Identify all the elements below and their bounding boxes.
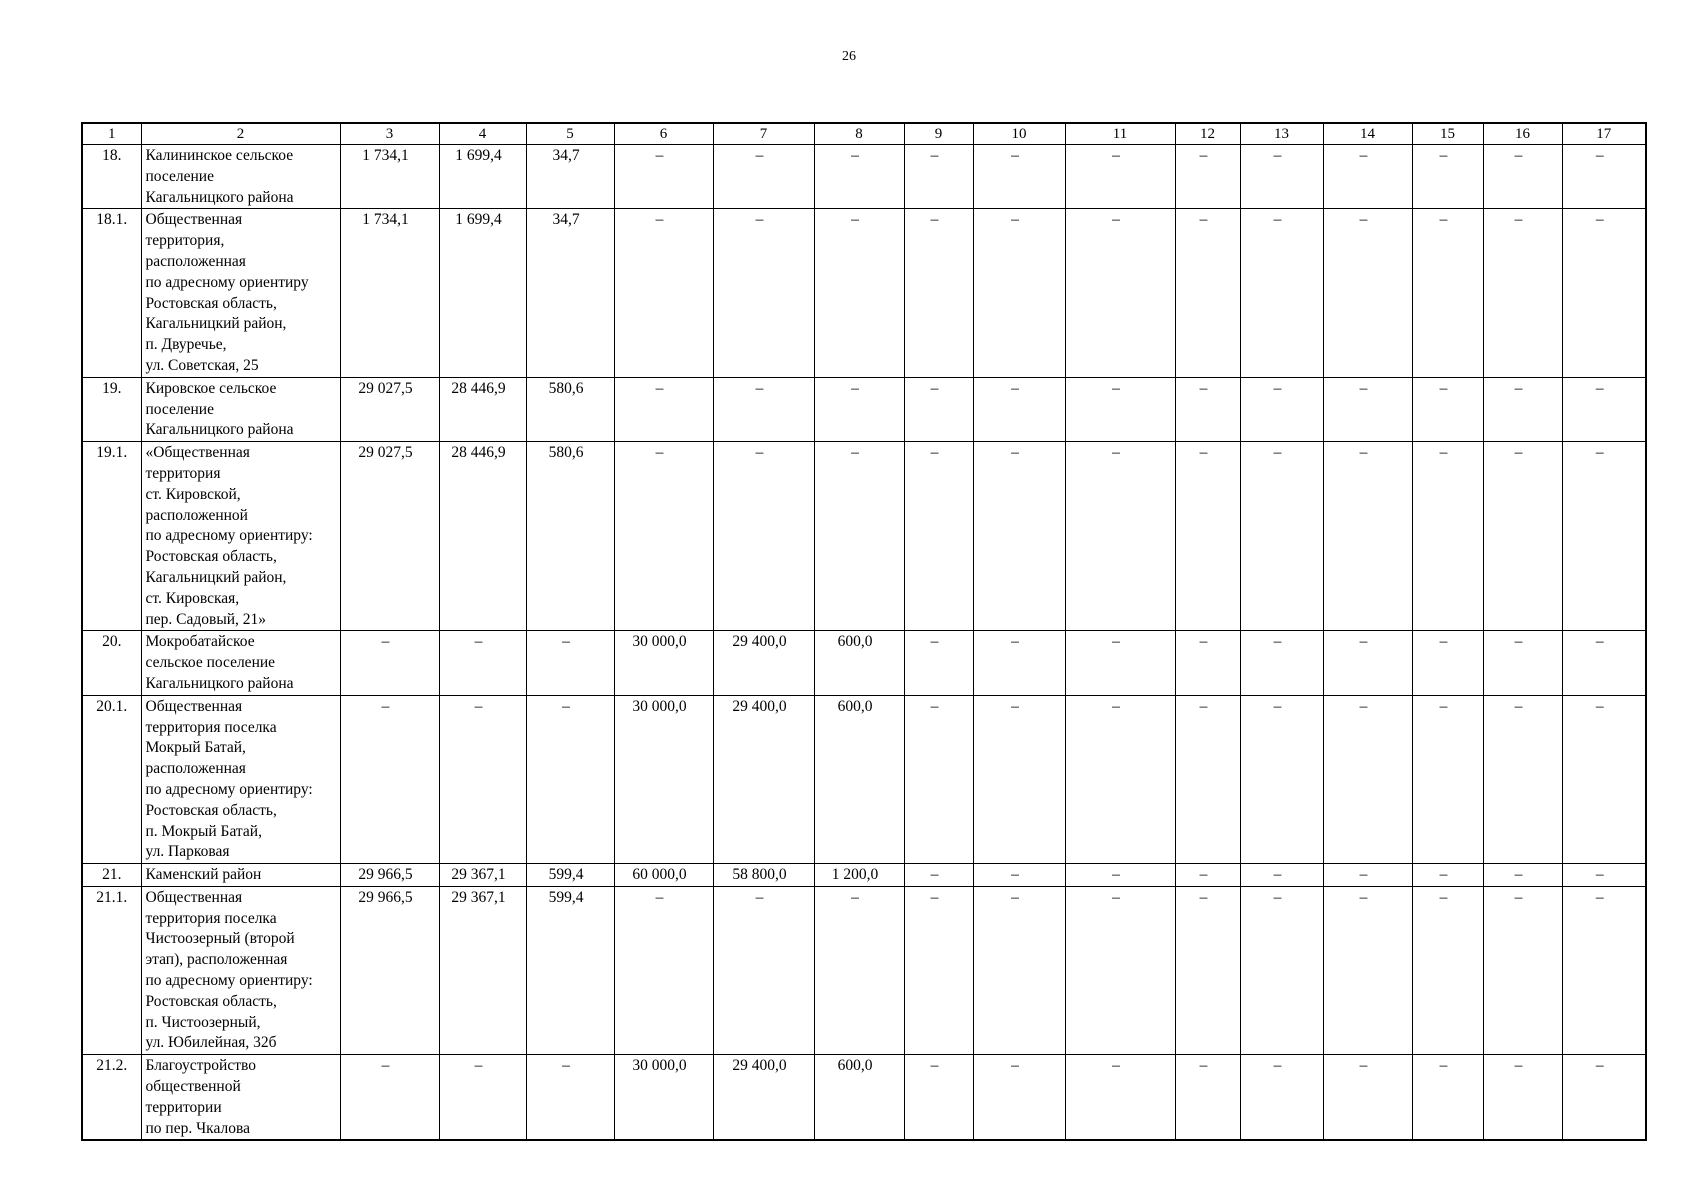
value-cell-col-8: 600,0 [814,695,904,863]
value-cell-col-6: 30 000,0 [614,631,713,695]
row-number: 19.1. [82,442,141,631]
value-cell-col-14: – [1323,886,1412,1054]
value-cell-col-3: – [340,695,439,863]
header-row [82,123,1646,145]
value-cell-col-9: – [904,145,973,209]
value-cell-col-17: – [1562,442,1646,631]
value-cell-col-17: – [1562,864,1646,887]
column-header-7: 7 [713,123,814,145]
value-cell-col-9: – [904,695,973,863]
value-cell-col-5: – [526,1055,614,1141]
value-cell-col-11: – [1065,695,1175,863]
value-cell-col-15: – [1412,442,1483,631]
value-cell-col-16: – [1483,864,1562,887]
value-cell-col-10: – [973,377,1065,441]
value-cell-col-7: 58 800,0 [713,864,814,887]
value-cell-col-6: – [614,209,713,377]
value-cell-col-4: – [439,695,526,863]
value-cell-col-16: – [1483,695,1562,863]
value-cell-col-4: – [439,1055,526,1141]
value-cell-col-9: – [904,864,973,887]
value-cell-col-15: – [1412,1055,1483,1141]
value-cell-col-5: 599,4 [526,886,614,1054]
value-cell-col-17: – [1562,377,1646,441]
column-header-4: 4 [439,123,526,145]
row-name: Каменский район [141,864,340,887]
value-cell-col-5: 34,7 [526,209,614,377]
value-cell-col-14: – [1323,145,1412,209]
value-cell-col-8: 1 200,0 [814,864,904,887]
value-cell-col-9: – [904,886,973,1054]
value-cell-col-15: – [1412,886,1483,1054]
value-cell-col-16: – [1483,1055,1562,1141]
value-cell-col-7: 29 400,0 [713,695,814,863]
value-cell-col-3: 1 734,1 [340,145,439,209]
row-number: 20.1. [82,695,141,863]
value-cell-col-17: – [1562,1055,1646,1141]
value-cell-col-16: – [1483,209,1562,377]
value-cell-col-13: – [1240,145,1323,209]
value-cell-col-12: – [1175,209,1240,377]
value-cell-col-10: – [973,1055,1065,1141]
row-name: Общественная территория поселка Мокрый Батай, расположенная по адресному ориентиру: Ростовская область, п. Мокрый Батай, ул. Парковая [141,695,340,863]
column-header-3: 3 [340,123,439,145]
value-cell-col-5: – [526,695,614,863]
value-cell-col-15: – [1412,864,1483,887]
row-name: Мокробатайское сельское поселение Кагальницкого района [141,631,340,695]
value-cell-col-12: – [1175,377,1240,441]
column-header-5: 5 [526,123,614,145]
value-cell-col-4: 1 699,4 [439,145,526,209]
value-cell-col-3: – [340,1055,439,1141]
value-cell-col-16: – [1483,377,1562,441]
value-cell-col-4: 29 367,1 [439,886,526,1054]
value-cell-col-5: 580,6 [526,442,614,631]
value-cell-col-10: – [973,695,1065,863]
column-header-9: 9 [904,123,973,145]
value-cell-col-7: – [713,145,814,209]
table-header [82,123,1646,145]
column-header-11: 11 [1065,123,1175,145]
column-header-14: 14 [1323,123,1412,145]
value-cell-col-6: – [614,442,713,631]
value-cell-col-3: – [340,631,439,695]
value-cell-col-12: – [1175,145,1240,209]
table-row [82,631,1646,695]
value-cell-col-4: 1 699,4 [439,209,526,377]
value-cell-col-4: – [439,631,526,695]
value-cell-col-12: – [1175,631,1240,695]
row-name: Благоустройство общественной территории по пер. Чкалова [141,1055,340,1141]
row-number: 18. [82,145,141,209]
value-cell-col-11: – [1065,209,1175,377]
value-cell-col-11: – [1065,864,1175,887]
value-cell-col-6: – [614,886,713,1054]
value-cell-col-15: – [1412,209,1483,377]
row-name: Общественная территория поселка Чистоозерный (второй этап), расположенная по адресному ориентиру: Ростовская область, п. Чистоозерный, ул. Юбилейная, 32б [141,886,340,1054]
value-cell-col-15: – [1412,377,1483,441]
value-cell-col-9: – [904,631,973,695]
value-cell-col-9: – [904,1055,973,1141]
value-cell-col-11: – [1065,631,1175,695]
table-row [82,377,1646,441]
value-cell-col-16: – [1483,145,1562,209]
value-cell-col-8: – [814,886,904,1054]
column-header-1: 1 [82,123,141,145]
value-cell-col-7: 29 400,0 [713,631,814,695]
budget-table [81,122,1647,1141]
value-cell-col-11: – [1065,442,1175,631]
value-cell-col-10: – [973,886,1065,1054]
table-row [82,886,1646,1054]
value-cell-col-5: 580,6 [526,377,614,441]
value-cell-col-11: – [1065,145,1175,209]
value-cell-col-3: 1 734,1 [340,209,439,377]
value-cell-col-7: – [713,377,814,441]
value-cell-col-8: 600,0 [814,1055,904,1141]
table-row [82,695,1646,863]
column-header-10: 10 [973,123,1065,145]
value-cell-col-16: – [1483,631,1562,695]
table-row [82,145,1646,209]
value-cell-col-10: – [973,631,1065,695]
value-cell-col-13: – [1240,886,1323,1054]
value-cell-col-6: – [614,145,713,209]
table-body [82,145,1646,1141]
value-cell-col-6: 60 000,0 [614,864,713,887]
table-row [82,442,1646,631]
value-cell-col-7: – [713,886,814,1054]
value-cell-col-6: – [614,377,713,441]
value-cell-col-14: – [1323,1055,1412,1141]
column-header-13: 13 [1240,123,1323,145]
value-cell-col-9: – [904,209,973,377]
value-cell-col-11: – [1065,1055,1175,1141]
value-cell-col-8: – [814,377,904,441]
value-cell-col-14: – [1323,209,1412,377]
value-cell-col-6: 30 000,0 [614,1055,713,1141]
page-number: 26 [842,49,856,64]
value-cell-col-14: – [1323,864,1412,887]
value-cell-col-4: 29 367,1 [439,864,526,887]
value-cell-col-8: – [814,209,904,377]
value-cell-col-16: – [1483,442,1562,631]
column-header-16: 16 [1483,123,1562,145]
value-cell-col-15: – [1412,695,1483,863]
row-number: 21.2. [82,1055,141,1141]
value-cell-col-13: – [1240,209,1323,377]
value-cell-col-17: – [1562,631,1646,695]
value-cell-col-17: – [1562,695,1646,863]
row-name: Кировское сельское поселение Кагальницкого района [141,377,340,441]
value-cell-col-12: – [1175,864,1240,887]
value-cell-col-11: – [1065,886,1175,1054]
row-name: Общественная территория, расположенная по адресному ориентиру Ростовская область, Кагальницкий район, п. Двуречье, ул. Советская, 25 [141,209,340,377]
value-cell-col-17: – [1562,145,1646,209]
value-cell-col-12: – [1175,1055,1240,1141]
value-cell-col-7: – [713,209,814,377]
value-cell-col-14: – [1323,442,1412,631]
value-cell-col-3: 29 027,5 [340,442,439,631]
value-cell-col-13: – [1240,377,1323,441]
table-row [82,209,1646,377]
value-cell-col-14: – [1323,377,1412,441]
value-cell-col-3: 29 966,5 [340,864,439,887]
value-cell-col-13: – [1240,442,1323,631]
value-cell-col-15: – [1412,631,1483,695]
value-cell-col-4: 28 446,9 [439,377,526,441]
value-cell-col-6: 30 000,0 [614,695,713,863]
value-cell-col-5: – [526,631,614,695]
value-cell-col-7: 29 400,0 [713,1055,814,1141]
table-row [82,1055,1646,1141]
value-cell-col-9: – [904,377,973,441]
column-header-17: 17 [1562,123,1646,145]
value-cell-col-10: – [973,442,1065,631]
value-cell-col-3: 29 966,5 [340,886,439,1054]
value-cell-col-11: – [1065,377,1175,441]
value-cell-col-5: 34,7 [526,145,614,209]
value-cell-col-9: – [904,442,973,631]
column-header-8: 8 [814,123,904,145]
value-cell-col-12: – [1175,442,1240,631]
value-cell-col-17: – [1562,886,1646,1054]
row-number: 18.1. [82,209,141,377]
value-cell-col-4: 28 446,9 [439,442,526,631]
value-cell-col-13: – [1240,695,1323,863]
value-cell-col-13: – [1240,631,1323,695]
column-header-6: 6 [614,123,713,145]
row-number: 21.1. [82,886,141,1054]
value-cell-col-7: – [713,442,814,631]
value-cell-col-17: – [1562,209,1646,377]
value-cell-col-12: – [1175,886,1240,1054]
value-cell-col-16: – [1483,886,1562,1054]
row-number: 21. [82,864,141,887]
column-header-2: 2 [141,123,340,145]
value-cell-col-15: – [1412,145,1483,209]
value-cell-col-10: – [973,209,1065,377]
value-cell-col-14: – [1323,631,1412,695]
value-cell-col-8: 600,0 [814,631,904,695]
row-name: «Общественная территория ст. Кировской, расположенной по адресному ориентиру: Ростовская область, Кагальницкий район, ст. Кировская, пер. Садовый, 21» [141,442,340,631]
value-cell-col-8: – [814,442,904,631]
value-cell-col-10: – [973,864,1065,887]
value-cell-col-8: – [814,145,904,209]
column-header-12: 12 [1175,123,1240,145]
row-number: 19. [82,377,141,441]
value-cell-col-13: – [1240,864,1323,887]
table-row [82,864,1646,887]
row-name: Калининское сельское поселение Кагальницкого района [141,145,340,209]
value-cell-col-5: 599,4 [526,864,614,887]
value-cell-col-10: – [973,145,1065,209]
value-cell-col-12: – [1175,695,1240,863]
value-cell-col-13: – [1240,1055,1323,1141]
column-header-15: 15 [1412,123,1483,145]
value-cell-col-3: 29 027,5 [340,377,439,441]
value-cell-col-14: – [1323,695,1412,863]
row-number: 20. [82,631,141,695]
